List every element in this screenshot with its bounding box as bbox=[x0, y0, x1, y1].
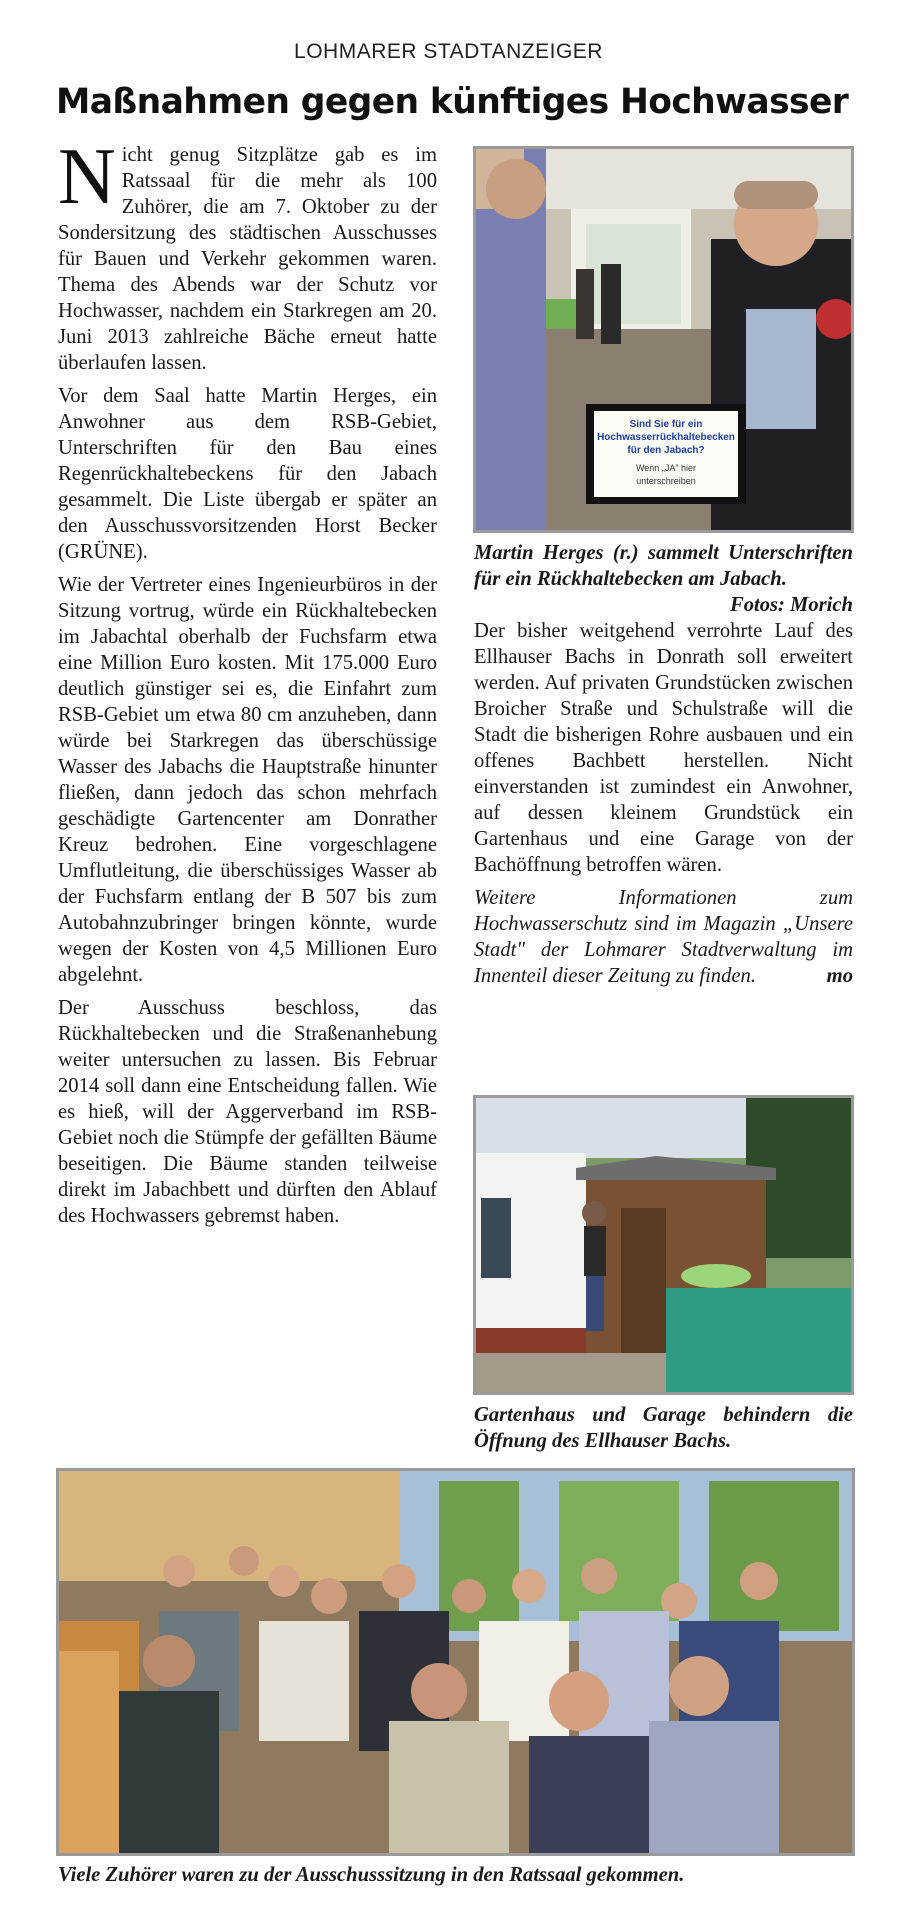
photo-3-caption: Viele Zuhörer waren zu der Ausschusssitzung in den Ratssaal gekommen. bbox=[58, 1864, 685, 1886]
paragraph-1-text: icht genug Sitzplätze gab es im Ratssaal für die mehr als 100 Zuhörer, die am 7. Oktober zu der Sondersitzung des städtischen Ausschusses für Bauen und Verkehr gekommen waren. Thema des Abends war der Schutz vor Hochwasser, nachdem ein Starkregen am 20. Juni 2013 zahlreiche Bäche erneut hatte überlaufen lassen. bbox=[58, 144, 437, 374]
photo-zuhoerer bbox=[56, 1468, 855, 1856]
paragraph-1 bbox=[58, 133, 437, 376]
article-headline: Maßnahmen gegen künftiges Hochwasser bbox=[56, 82, 849, 122]
right-paragraph-2-text: Weitere Informationen zum Hochwasserschutz sind im Magazin „Unsere Stadt" der Lohmarer Stadtverwaltung im Innenteil dieser Zeitung zu finden. bbox=[474, 887, 853, 987]
sign-line-5: unterschreiben bbox=[636, 476, 696, 486]
right-column bbox=[474, 540, 853, 996]
sign-line-2: Hochwasserrückhaltebecken bbox=[597, 432, 735, 443]
paragraph-2: Vor dem Saal hatte Martin Herges, ein Anwohner aus dem RSB-Gebiet, Unterschriften für den Bau eines Regenrückhaltebeckens für den Jabach gesammelt. Die Liste übergab er später an den Ausschussvorsitzenden Horst Becker (GRÜNE). bbox=[58, 385, 437, 563]
photo-credit: Fotos: Morich bbox=[729, 594, 853, 616]
drop-cap: N bbox=[58, 133, 116, 221]
photo-zuhoerer-image bbox=[59, 1471, 852, 1853]
photo-2-caption: Gartenhaus und Garage behindern die Öffnung des Ellhauser Bachs. bbox=[474, 1404, 853, 1452]
photo-martin-herges bbox=[473, 146, 854, 533]
photo-2-caption-block bbox=[474, 1402, 853, 1461]
photo-1-caption bbox=[474, 540, 853, 616]
paragraph-3: Wie der Vertreter eines Ingenieurbüros in der Sitzung vortrug, würde ein Rückhaltebecken im Jabachtal oberhalb der Fuchsfarm etwa eine Million Euro kosten. Mit 175.000 Euro deutlich günstiger sei es, die Einfahrt zum RSB-Gebiet um etwa 80 cm anzuheben, dann würde bei Starkregen das überschüssige Wasser des Jabachs die Hauptstraße hinunter fließen, dann jedoch das schon mehrfach geschädigte Gartencenter am Donrather Kreuz bedrohen. Eine vorgeschlagene Umflutleitung, die überschüssiges Wasser ab der Fuchsfarm entlang der B 507 bis zum Autobahnzubringer bringen könnte, wurde wegen der Kosten von 4,5 Millionen Euro abgelehnt. bbox=[58, 574, 437, 986]
sign-line-1: Sind Sie für ein bbox=[629, 419, 703, 430]
photo-gartenhaus-image bbox=[476, 1098, 851, 1392]
left-column bbox=[58, 133, 437, 1236]
photo-gartenhaus bbox=[473, 1095, 854, 1395]
paragraph-4: Der Ausschuss beschloss, das Rückhaltebecken und die Straßenanhebung weiter untersuchen zu lassen. Bis Februar 2014 soll dann eine Entscheidung fallen. Wie es hieß, will der Aggerverband im RSB-Gebiet noch die Stümpfe der gefällten Bäume beseitigen. Die Bäume standen teilweise direkt im Jabachbett und dürften den Ablauf des Hochwassers gebremst haben. bbox=[58, 997, 437, 1227]
right-paragraph-2 bbox=[474, 885, 853, 989]
right-paragraph-1: Der bisher weitgehend verrohrte Lauf des Ellhauser Bachs in Donrath soll erweitert werden. Auf privaten Grundstücken zwischen Broicher Straße und Schulstraße will die Stadt die bisherigen Rohre ausbauen und ein offenes Bachbett herstellen. Nicht einverstanden ist zumindest ein Anwohner, auf dessen kleinem Grundstück ein Gartenhaus und eine Garage von der Bachöffnung betroffen wären. bbox=[474, 620, 853, 876]
sign-line-3: für den Jabach? bbox=[627, 445, 705, 456]
photo-1-caption-text: Martin Herges (r.) sammelt Unterschriften für ein Rückhaltebecken am Jabach. bbox=[474, 542, 853, 590]
sign-line-4: Wenn „JA" hier bbox=[635, 463, 697, 473]
photo-martin-herges-image bbox=[476, 149, 851, 530]
publication-header: LOHMARER STADTANZEIGER bbox=[294, 40, 603, 63]
author-signature: mo bbox=[826, 965, 853, 987]
